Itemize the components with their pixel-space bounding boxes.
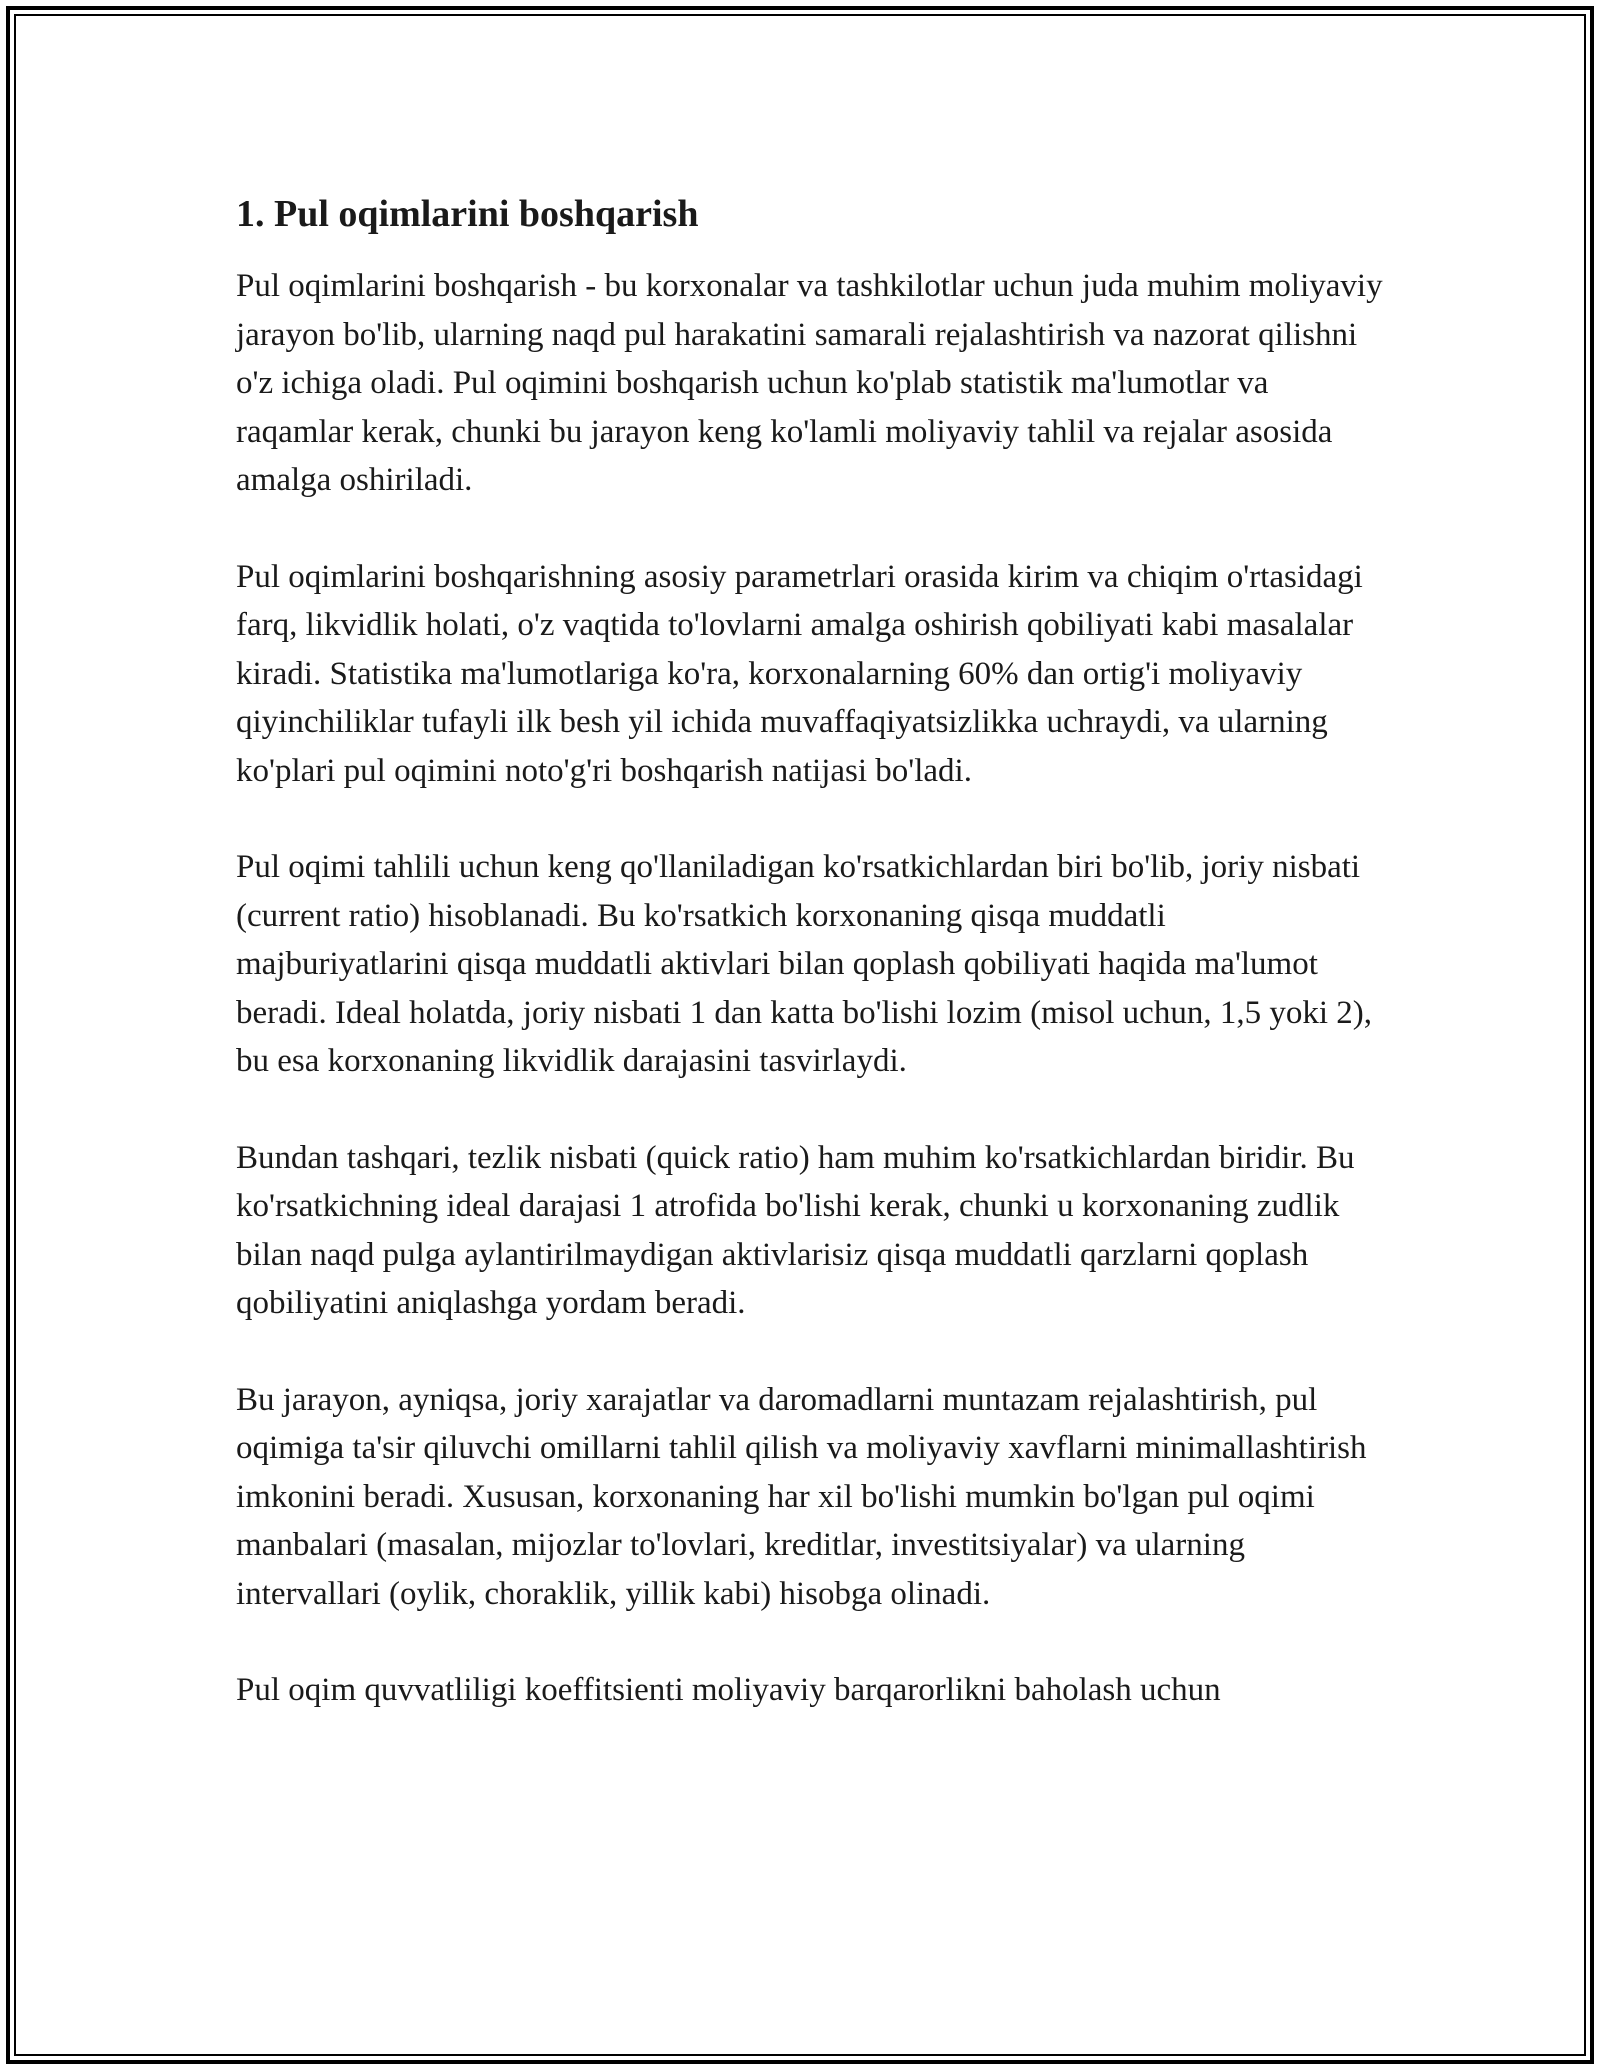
paragraph: Bu jarayon, ayniqsa, joriy xarajatlar va daromadlarni muntazam rejalashtirish, pul oqimiga ta'sir qiluvchi omillarni tahlil qilish va moliyaviy xavflarni minimallashtirish imkonini beradi. Xususan, korxonaning har xil bo'lishi mumkin bo'lgan pul oqimi manbalari (masalan, mijozlar to'lovlari, kreditlar, investitsiyalar) va ularning intervallari (oylik, choraklik, yillik kabi) hisobga olinadi. [236, 1381, 1367, 1612]
paragraph: Pul oqimlarini boshqarishning asosiy parametrlari orasida kirim va chiqim o'rtasidagi farq, likvidlik holati, o'z vaqtida to'lovlarni amalga oshirish qobiliyati kabi masalalar kiradi. Statistika ma'lumotlariga ko'ra, korxonalarning 60% dan ortig'i moliyaviy qiyinchiliklar tufayli ilk besh yil ichida muvaffaqiyatsizlikka uchraydi, va ularning ko'plari pul oqimini noto'g'ri boshqarish natijasi bo'ladi. [236, 558, 1363, 789]
section-heading: 1. Pul oqimlarini boshqarish [236, 193, 699, 235]
paragraph: Pul oqimi tahlili uchun keng qo'llaniladigan ko'rsatkichlardan biri bo'lib, joriy nisbati (current ratio) hisoblanadi. Bu ko'rsatkich korxonaning qisqa muddatli majburiyatlarini qisqa muddatli aktivlari bilan qoplash qobiliyati haqida ma'lumot beradi. Ideal holatda, joriy nisbati 1 dan katta bo'lishi lozim (misol uchun, 1,5 yoki 2), bu esa korxonaning likvidlik darajasini tasvirlaydi. [236, 849, 1372, 1079]
paragraph: Bundan tashqari, tezlik nisbati (quick ratio) ham muhim ko'rsatkichlardan biridir. Bu ko'rsatkichning ideal darajasi 1 atrofida bo'lishi kerak, chunki u korxonaning zudlik bilan naqd pulga aylantirilmaydigan aktivlarisiz qisqa muddatli qarzlarni qoplash qobiliyatini aniqlashga yordam beradi. [236, 1139, 1355, 1321]
paragraph: Pul oqim quvvatliligi koeffitsienti moliyaviy barqarorlikni baholash uchun [236, 1672, 1221, 1708]
document-body [236, 186, 1386, 1763]
paragraph: Pul oqimlarini boshqarish - bu korxonalar va tashkilotlar uchun juda muhim moliyaviy jarayon bo'lib, ularning naqd pul harakatini samarali rejalashtirish va nazorat qilishni o'z ichiga oladi. Pul oqimini boshqarish uchun ko'plab statistik ma'lumotlar va raqamlar kerak, chunki bu jarayon keng ko'lamli moliyaviy tahlil va rejalar asosida amalga oshiriladi. [236, 268, 1383, 498]
